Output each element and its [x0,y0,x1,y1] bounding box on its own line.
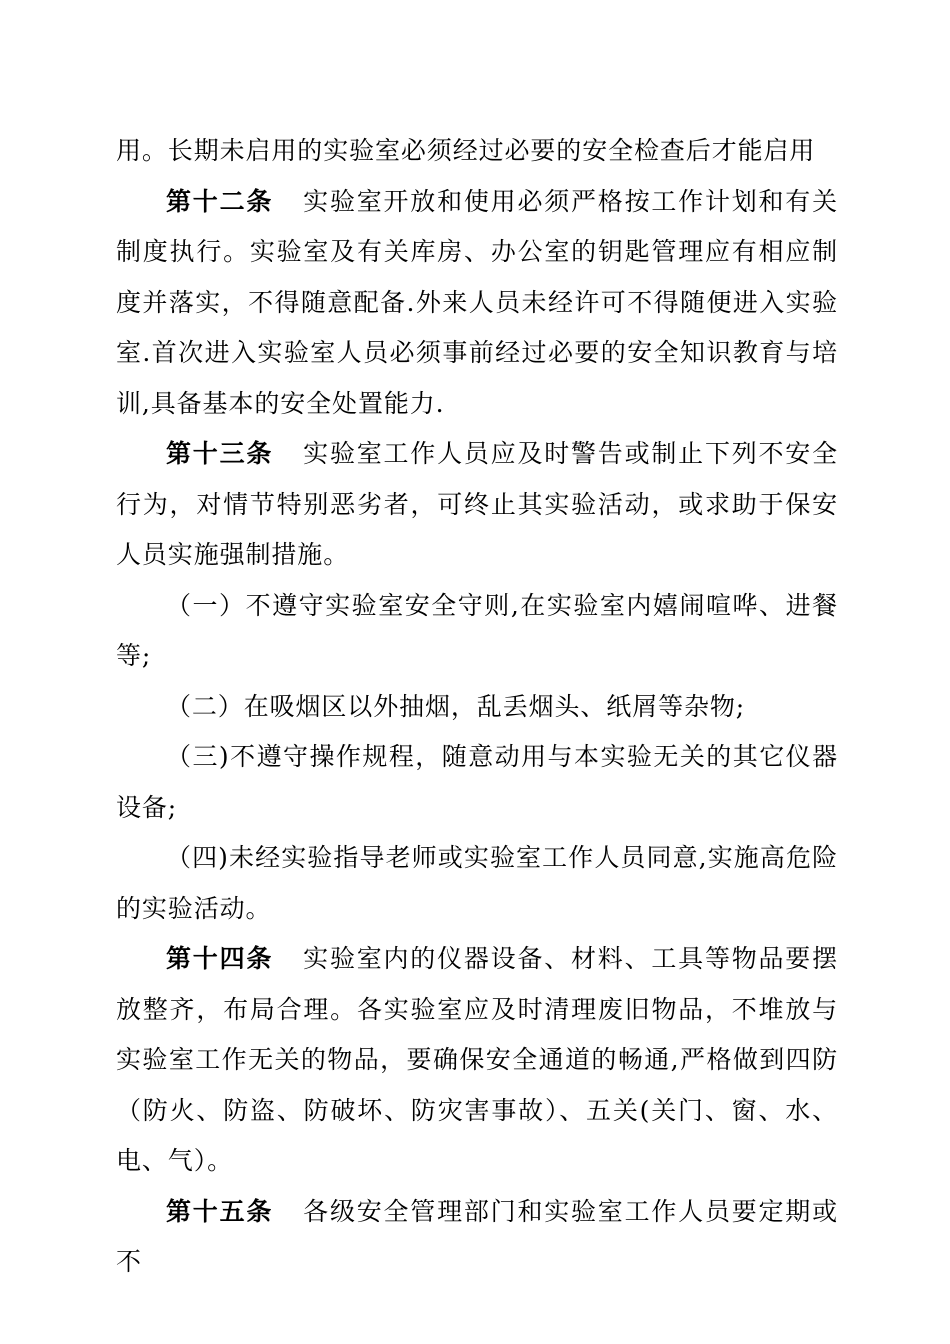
article-13 [116,429,838,581]
paragraph-text: 实验室工作人员应及时警告或制止下列不安全行为，对情节特别恶劣者，可终止其实验活动，或求助于保安人员实施强制措施。 [116,439,838,569]
paragraph-text: （三)不遵守操作规程，随意动用与本实验无关的其它仪器设备; [116,742,838,822]
paragraph-text: 实验室开放和使用必须严格按工作计划和有关制度执行。实验室及有关库房、办公室的钥匙管理应有相应制度并落实，不得随意配备.外来人员未经许可不得随便进入实验室.首次进入实验室人员必须事前经过必要的安全知识教育与培训,具备基本的安全处置能力. [116,186,838,418]
paragraph-text: （四)未经实验指导老师或实验室工作人员同意,实施高危险的实验活动。 [116,843,838,923]
list-item-3 [116,732,838,833]
article-15 [116,1187,838,1288]
article-number: 第十二条 [166,186,274,216]
paragraph-text: 各级安全管理部门和实验室工作人员要定期或不 [116,1196,838,1276]
list-item-2 [116,682,838,733]
article-number: 第十五条 [166,1196,274,1226]
paragraph-text: （一）不遵守实验室安全守则,在实验室内嬉闹喧哗、进餐等; [116,590,838,670]
article-number: 第十四条 [166,944,274,973]
list-item-4 [116,833,838,934]
document-body [116,126,838,1288]
article-14 [116,934,838,1187]
paragraph-text: 用。长期未启用的实验室必须经过必要的安全检查后才能启用 [116,136,816,165]
paragraph-text: 实验室内的仪器设备、材料、工具等物品要摆放整齐，布局合理。各实验室应及时清理废旧物品，不堆放与实验室工作无关的物品，要确保安全通道的畅通,严格做到四防（防火、防盗、防破坏、防灾害事故）、五关(关门、窗、水、电、气）。 [116,944,838,1175]
article-12 [116,177,838,430]
list-item-1 [116,581,838,682]
paragraph-text: （二）在吸烟区以外抽烟，乱丢烟头、纸屑等杂物; [166,691,746,721]
paragraph-continuation [116,126,838,177]
article-number: 第十三条 [166,439,274,468]
